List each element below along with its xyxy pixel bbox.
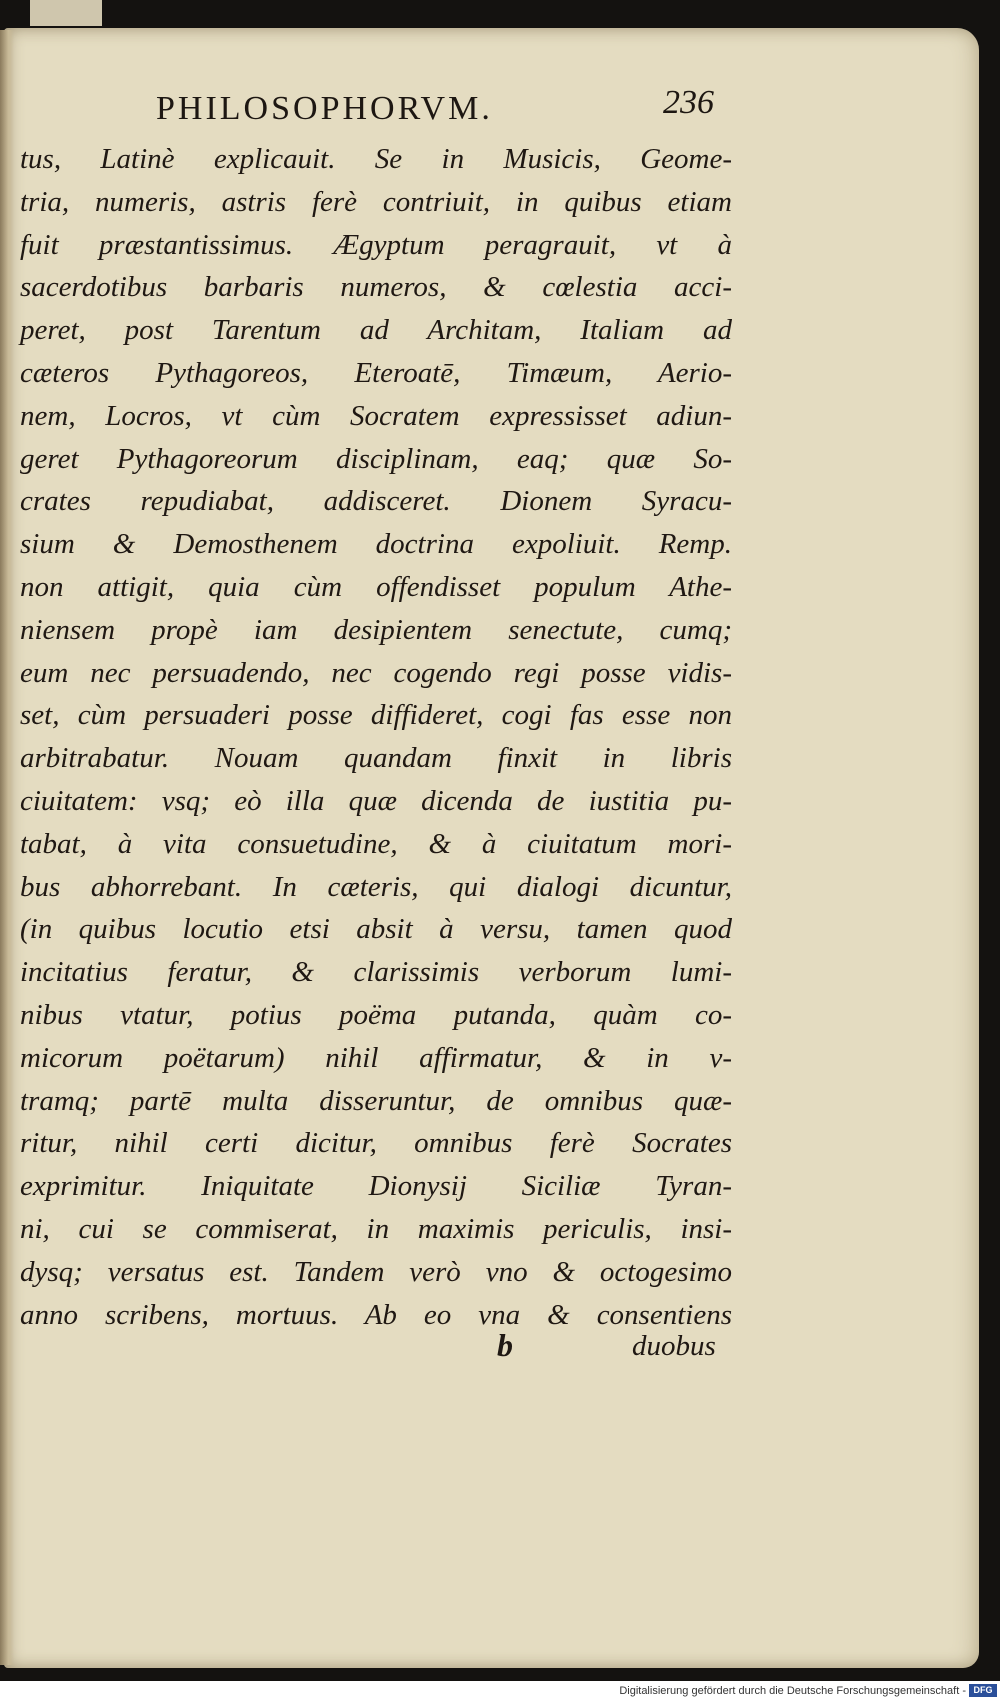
- page-number: 236: [663, 84, 714, 121]
- text-line: ni, cui se commiserat, in maximis periculis, insi-: [20, 1212, 732, 1245]
- text-line: ciuitatem: vsq; eò illa quæ dicenda de iustitia pu-: [20, 784, 732, 817]
- text-line: niensem propè iam desipientem senectute, cumq;: [20, 613, 732, 646]
- text-line: cæteros Pythagoreos, Eteroatē, Timæum, Aerio-: [20, 356, 732, 389]
- text-line: tabat, à vita consuetudine, & à ciuitatum mori-: [20, 827, 732, 860]
- text-line: bus abhorrebant. In cæteris, qui dialogi dicuntur,: [20, 870, 732, 903]
- text-line: tus, Latinè explicauit. Se in Musicis, Geome-: [20, 143, 732, 175]
- text-line: tria, numeris, astris ferè contriuit, in quibus etiam: [20, 185, 732, 218]
- running-head: PHILOSOPHORVM.: [156, 90, 493, 127]
- text-line: anno scribens, mortuus. Ab eo vna & consentiens: [20, 1298, 732, 1331]
- body-text: [20, 138, 732, 1336]
- text-line: micorum poëtarum) nihil affirmatur, & in v-: [20, 1041, 732, 1074]
- text-line: dysq; versatus est. Tandem verò vno & octogesimo: [20, 1255, 732, 1288]
- text-line: eum nec persuadendo, nec cogendo regi posse vidis-: [20, 656, 732, 689]
- text-line: tramq; partē multa disseruntur, de omnibus quæ-: [20, 1084, 732, 1117]
- text-line: nem, Locros, vt cùm Socratem expressisset adiun-: [20, 399, 732, 432]
- page-gutter-shadow: [0, 30, 14, 1665]
- text-line: fuit præstantissimus. Ægyptum peragrauit, vt à: [20, 228, 732, 261]
- text-line: sacerdotibus barbaris numeros, & cœlestia acci-: [20, 271, 732, 304]
- text-line: sium & Demosthenem doctrina expoliuit. Remp.: [20, 528, 732, 561]
- text-line: ritur, nihil certi dicitur, omnibus ferè Socrates: [20, 1127, 732, 1160]
- text-line: nibus vtatur, potius poëma putanda, quàm co-: [20, 998, 732, 1031]
- text-line: peret, post Tarentum ad Architam, Italiam ad: [20, 314, 732, 347]
- text-line: non attigit, quia cùm offendisset populum Athe-: [20, 570, 732, 603]
- text-line: geret Pythagoreorum disciplinam, eaq; quæ So-: [20, 442, 732, 475]
- text-line: set, cùm persuaderi posse diffideret, cogi fas esse non: [20, 699, 732, 732]
- digitization-credit: Digitalisierung gefördert durch die Deutsche Forschungsgemeinschaft -: [619, 1685, 966, 1697]
- text-line: crates repudiabat, addisceret. Dionem Syracu-: [20, 485, 732, 518]
- paper-scrap: [30, 0, 102, 26]
- text-line: exprimitur. Iniquitate Dionysij Siciliæ Tyran-: [20, 1170, 732, 1203]
- text-line: (in quibus locutio etsi absit à versu, tamen quod: [20, 913, 732, 946]
- text-line: arbitrabatur. Nouam quandam finxit in libris: [20, 742, 732, 775]
- catchword: duobus: [632, 1330, 716, 1362]
- dfg-logo: DFG: [969, 1684, 997, 1697]
- signature-mark: b: [497, 1327, 513, 1363]
- text-line: incitatius feratur, & clarissimis verborum lumi-: [20, 956, 732, 989]
